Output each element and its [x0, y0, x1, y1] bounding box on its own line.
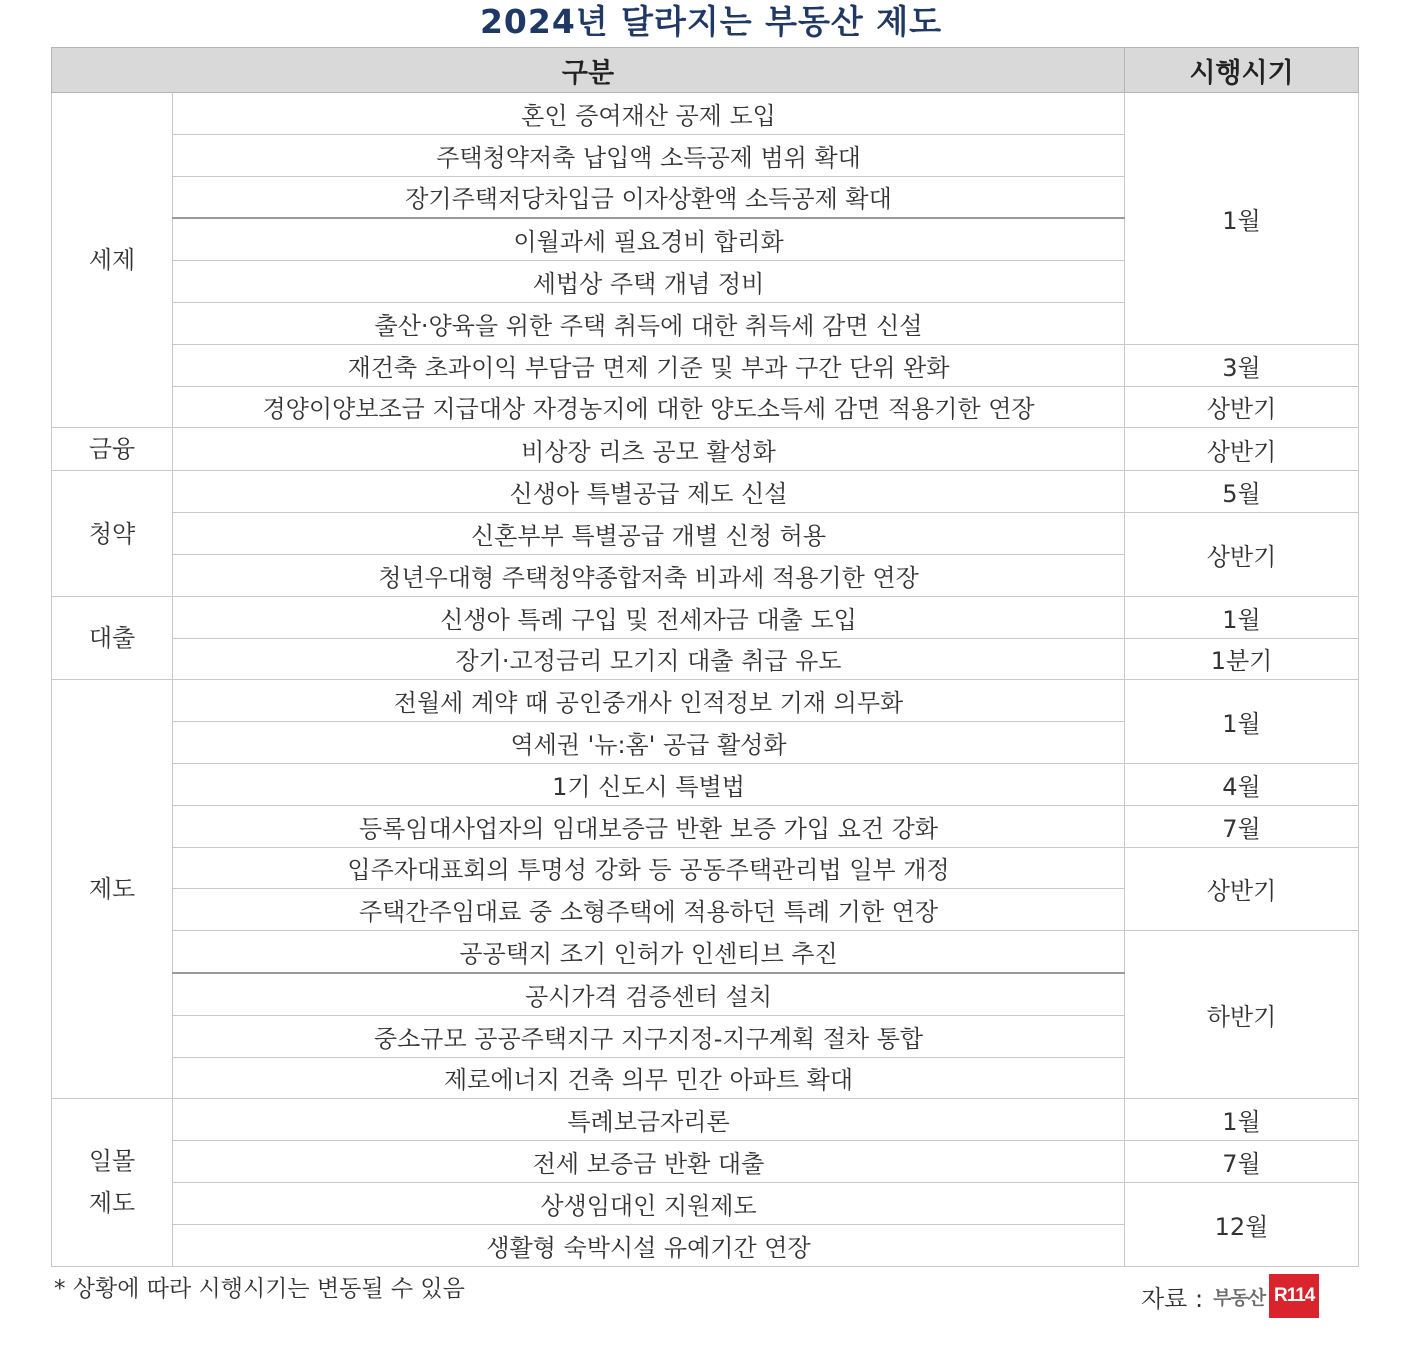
- source-credit: [1141, 1276, 1319, 1316]
- source-label: 자료 :: [1141, 1284, 1204, 1313]
- table-row: [52, 93, 1359, 135]
- table-row: [52, 1099, 1359, 1141]
- table-header-row: [52, 48, 1359, 93]
- item-cell: 주택청약저축 납입액 소득공제 범위 확대: [173, 134, 1125, 176]
- footnote: * 상황에 따라 시행시기는 변동될 수 있음: [54, 1276, 465, 1302]
- item-cell: 특례보금자리론: [173, 1099, 1125, 1141]
- header-category: 구분: [52, 48, 1125, 93]
- category-cell: 금융: [52, 428, 173, 471]
- table-row: [52, 847, 1359, 889]
- table-row: [52, 386, 1359, 428]
- timing-cell: 7월: [1125, 805, 1359, 847]
- item-cell: 출산·양육을 위한 주택 취득에 대한 취득세 감면 신설: [173, 302, 1125, 344]
- timing-cell: 1분기: [1125, 638, 1359, 680]
- timing-cell: 상반기: [1125, 513, 1359, 597]
- table-row: [52, 680, 1359, 722]
- table-row: [52, 638, 1359, 680]
- item-cell: 경양이양보조금 지급대상 자경농지에 대한 양도소득세 감면 적용기한 연장: [173, 386, 1125, 428]
- timing-cell: 1월: [1125, 680, 1359, 764]
- policy-table: [51, 47, 1359, 1267]
- timing-cell: 3월: [1125, 344, 1359, 386]
- timing-cell: 5월: [1125, 471, 1359, 513]
- item-cell: 혼인 증여재산 공제 도입: [173, 93, 1125, 135]
- table-row: [52, 805, 1359, 847]
- item-cell: 청년우대형 주택청약종합저축 비과세 적용기한 연장: [173, 554, 1125, 596]
- item-cell: 1기 신도시 특별법: [173, 763, 1125, 805]
- timing-cell: 상반기: [1125, 386, 1359, 428]
- timing-cell: 상반기: [1125, 428, 1359, 471]
- table-row: [52, 1141, 1359, 1183]
- brand-logo-text: 부동산: [1213, 1286, 1266, 1309]
- item-cell: 역세권 '뉴:홈' 공급 활성화: [173, 722, 1125, 764]
- timing-cell: 1월: [1125, 596, 1359, 638]
- item-cell: 전세 보증금 반환 대출: [173, 1141, 1125, 1183]
- item-cell: 생활형 숙박시설 유예기간 연장: [173, 1224, 1125, 1266]
- table-row: [52, 596, 1359, 638]
- category-cell: 세제: [52, 93, 173, 428]
- timing-cell: 12월: [1125, 1182, 1359, 1266]
- category-cell: 청약: [52, 471, 173, 596]
- item-cell: 등록임대사업자의 임대보증금 반환 보증 가입 요건 강화: [173, 805, 1125, 847]
- table-row: [52, 1182, 1359, 1224]
- item-cell: 중소규모 공공주택지구 지구지정-지구계획 절차 통합: [173, 1015, 1125, 1057]
- table-row: [52, 428, 1359, 471]
- item-cell: 공시가격 검증센터 설치: [173, 973, 1125, 1015]
- table-row: [52, 763, 1359, 805]
- category-cell: 대출: [52, 596, 173, 680]
- item-cell: 재건축 초과이익 부담금 면제 기준 및 부과 구간 단위 완화: [173, 344, 1125, 386]
- item-cell: 전월세 계약 때 공인중개사 인적정보 기재 의무화: [173, 680, 1125, 722]
- item-cell: 주택간주임대료 중 소형주택에 적용하던 특례 기한 연장: [173, 889, 1125, 931]
- table-row: [52, 344, 1359, 386]
- timing-cell: 하반기: [1125, 931, 1359, 1099]
- table-row: [52, 471, 1359, 513]
- timing-cell: 1월: [1125, 1099, 1359, 1141]
- item-cell: 공공택지 조기 인허가 인센티브 추진: [173, 931, 1125, 973]
- item-cell: 장기주택저당차입금 이자상환액 소득공제 확대: [173, 176, 1125, 218]
- timing-cell: 4월: [1125, 763, 1359, 805]
- table-row: [52, 513, 1359, 555]
- timing-cell: 7월: [1125, 1141, 1359, 1183]
- item-cell: 상생임대인 지원제도: [173, 1182, 1125, 1224]
- header-timing: 시행시기: [1125, 48, 1359, 93]
- item-cell: 비상장 리츠 공모 활성화: [173, 428, 1125, 471]
- table-row: [52, 931, 1359, 973]
- page-title: 2024년 달라지는 부동산 제도: [479, 2, 943, 41]
- brand-logo-badge: R114: [1269, 1274, 1319, 1318]
- item-cell: 제로에너지 건축 의무 민간 아파트 확대: [173, 1057, 1125, 1099]
- item-cell: 신혼부부 특별공급 개별 신청 허용: [173, 513, 1125, 555]
- timing-cell: 1월: [1125, 93, 1359, 345]
- category-cell: 일몰 제도: [52, 1099, 173, 1266]
- item-cell: 신생아 특례 구입 및 전세자금 대출 도입: [173, 596, 1125, 638]
- item-cell: 장기·고정금리 모기지 대출 취급 유도: [173, 638, 1125, 680]
- item-cell: 입주자대표회의 투명성 강화 등 공동주택관리법 일부 개정: [173, 847, 1125, 889]
- timing-cell: 상반기: [1125, 847, 1359, 931]
- item-cell: 세법상 주택 개념 정비: [173, 261, 1125, 303]
- category-cell: 제도: [52, 680, 173, 1099]
- item-cell: 신생아 특별공급 제도 신설: [173, 471, 1125, 513]
- item-cell: 이월과세 필요경비 합리화: [173, 218, 1125, 260]
